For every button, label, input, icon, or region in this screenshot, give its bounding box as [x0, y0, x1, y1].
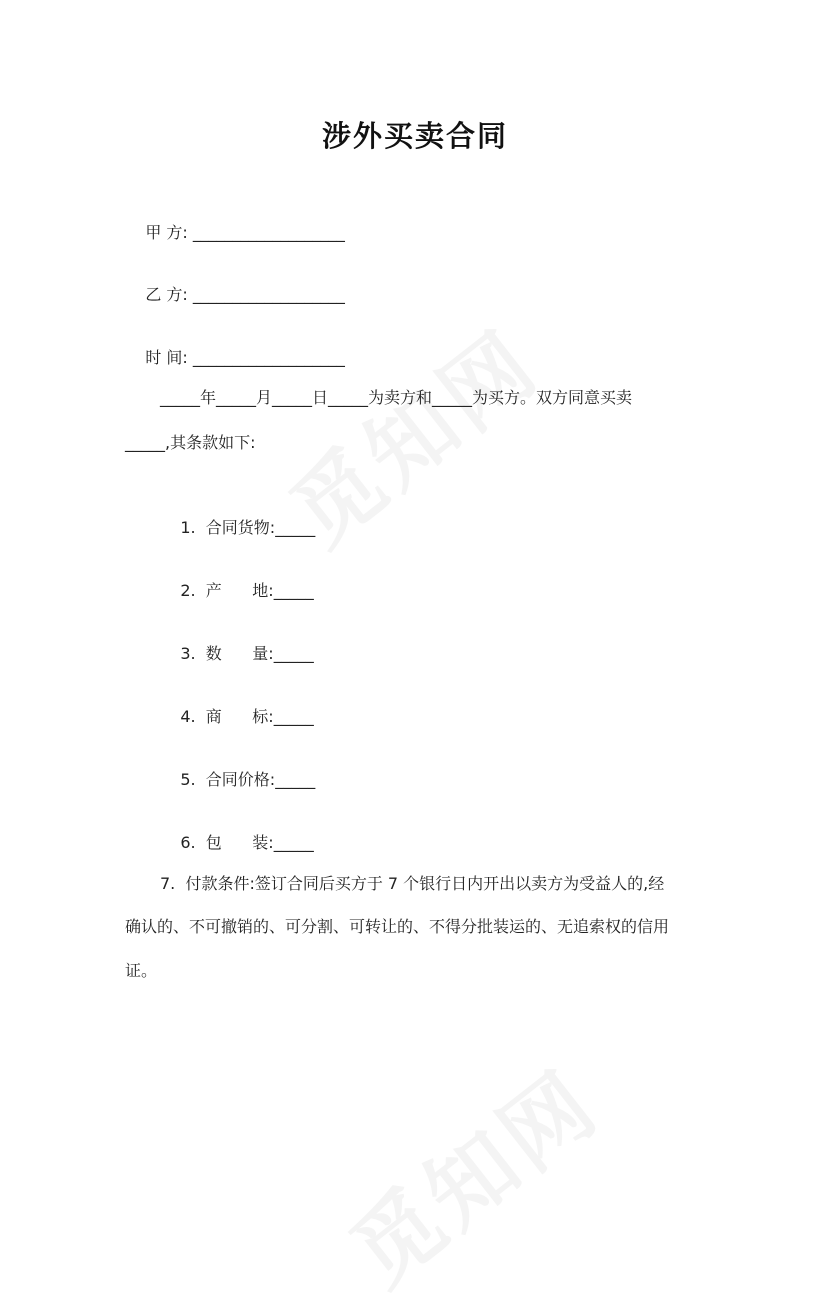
intro-paragraph-line-1: _____年_____月_____日_____为卖方和_____为买方。双方同意买卖	[160, 388, 633, 407]
item-number: 4.	[180, 707, 196, 726]
party-a-line	[125, 200, 345, 266]
date-line	[125, 325, 345, 391]
fill-blank: _____	[273, 833, 314, 852]
list-item	[160, 558, 314, 624]
fill-blank: _____	[273, 644, 314, 663]
item-number: 3.	[180, 644, 196, 663]
fill-blank: _____	[275, 518, 316, 537]
fill-blank: _____	[273, 581, 314, 600]
item-label: 包 装:	[205, 833, 274, 852]
fill-blank: ___________________	[192, 223, 345, 242]
fill-blank: ___________________	[192, 285, 345, 304]
party-label: 乙 方:	[145, 285, 188, 304]
item-label: 数 量:	[205, 644, 274, 663]
list-item	[160, 495, 315, 561]
list-item	[160, 684, 314, 750]
item-number: 5.	[180, 770, 196, 789]
payment-terms-line-3: 证。	[125, 961, 158, 980]
party-label: 甲 方:	[145, 223, 188, 242]
fill-blank: ___________________	[192, 348, 345, 367]
fill-blank: _____	[273, 707, 314, 726]
item-number: 2.	[180, 581, 196, 600]
item-number: 1.	[180, 518, 196, 537]
list-item	[160, 810, 314, 876]
fill-blank: _____	[275, 770, 316, 789]
list-item	[160, 621, 314, 687]
document-title: 涉外买卖合同	[321, 119, 508, 153]
item-label: 产 地:	[205, 581, 274, 600]
item-number: 6.	[180, 833, 196, 852]
item-label: 商 标:	[205, 707, 274, 726]
item-label: 合同货物:	[205, 518, 276, 537]
watermark	[321, 1037, 621, 1309]
party-b-line	[125, 262, 345, 328]
intro-paragraph-line-2: _____,其条款如下:	[125, 433, 256, 452]
list-item	[160, 747, 315, 813]
party-label: 时 间:	[145, 348, 188, 367]
payment-terms-line-1: 7. 付款条件:签订合同后买方于 7 个银行日内开出以卖方为受益人的,经	[160, 874, 665, 893]
item-label: 合同价格:	[205, 770, 276, 789]
payment-terms-line-2: 确认的、不可撤销的、可分割、可转让的、不得分批装运的、无追索权的信用	[125, 917, 670, 936]
